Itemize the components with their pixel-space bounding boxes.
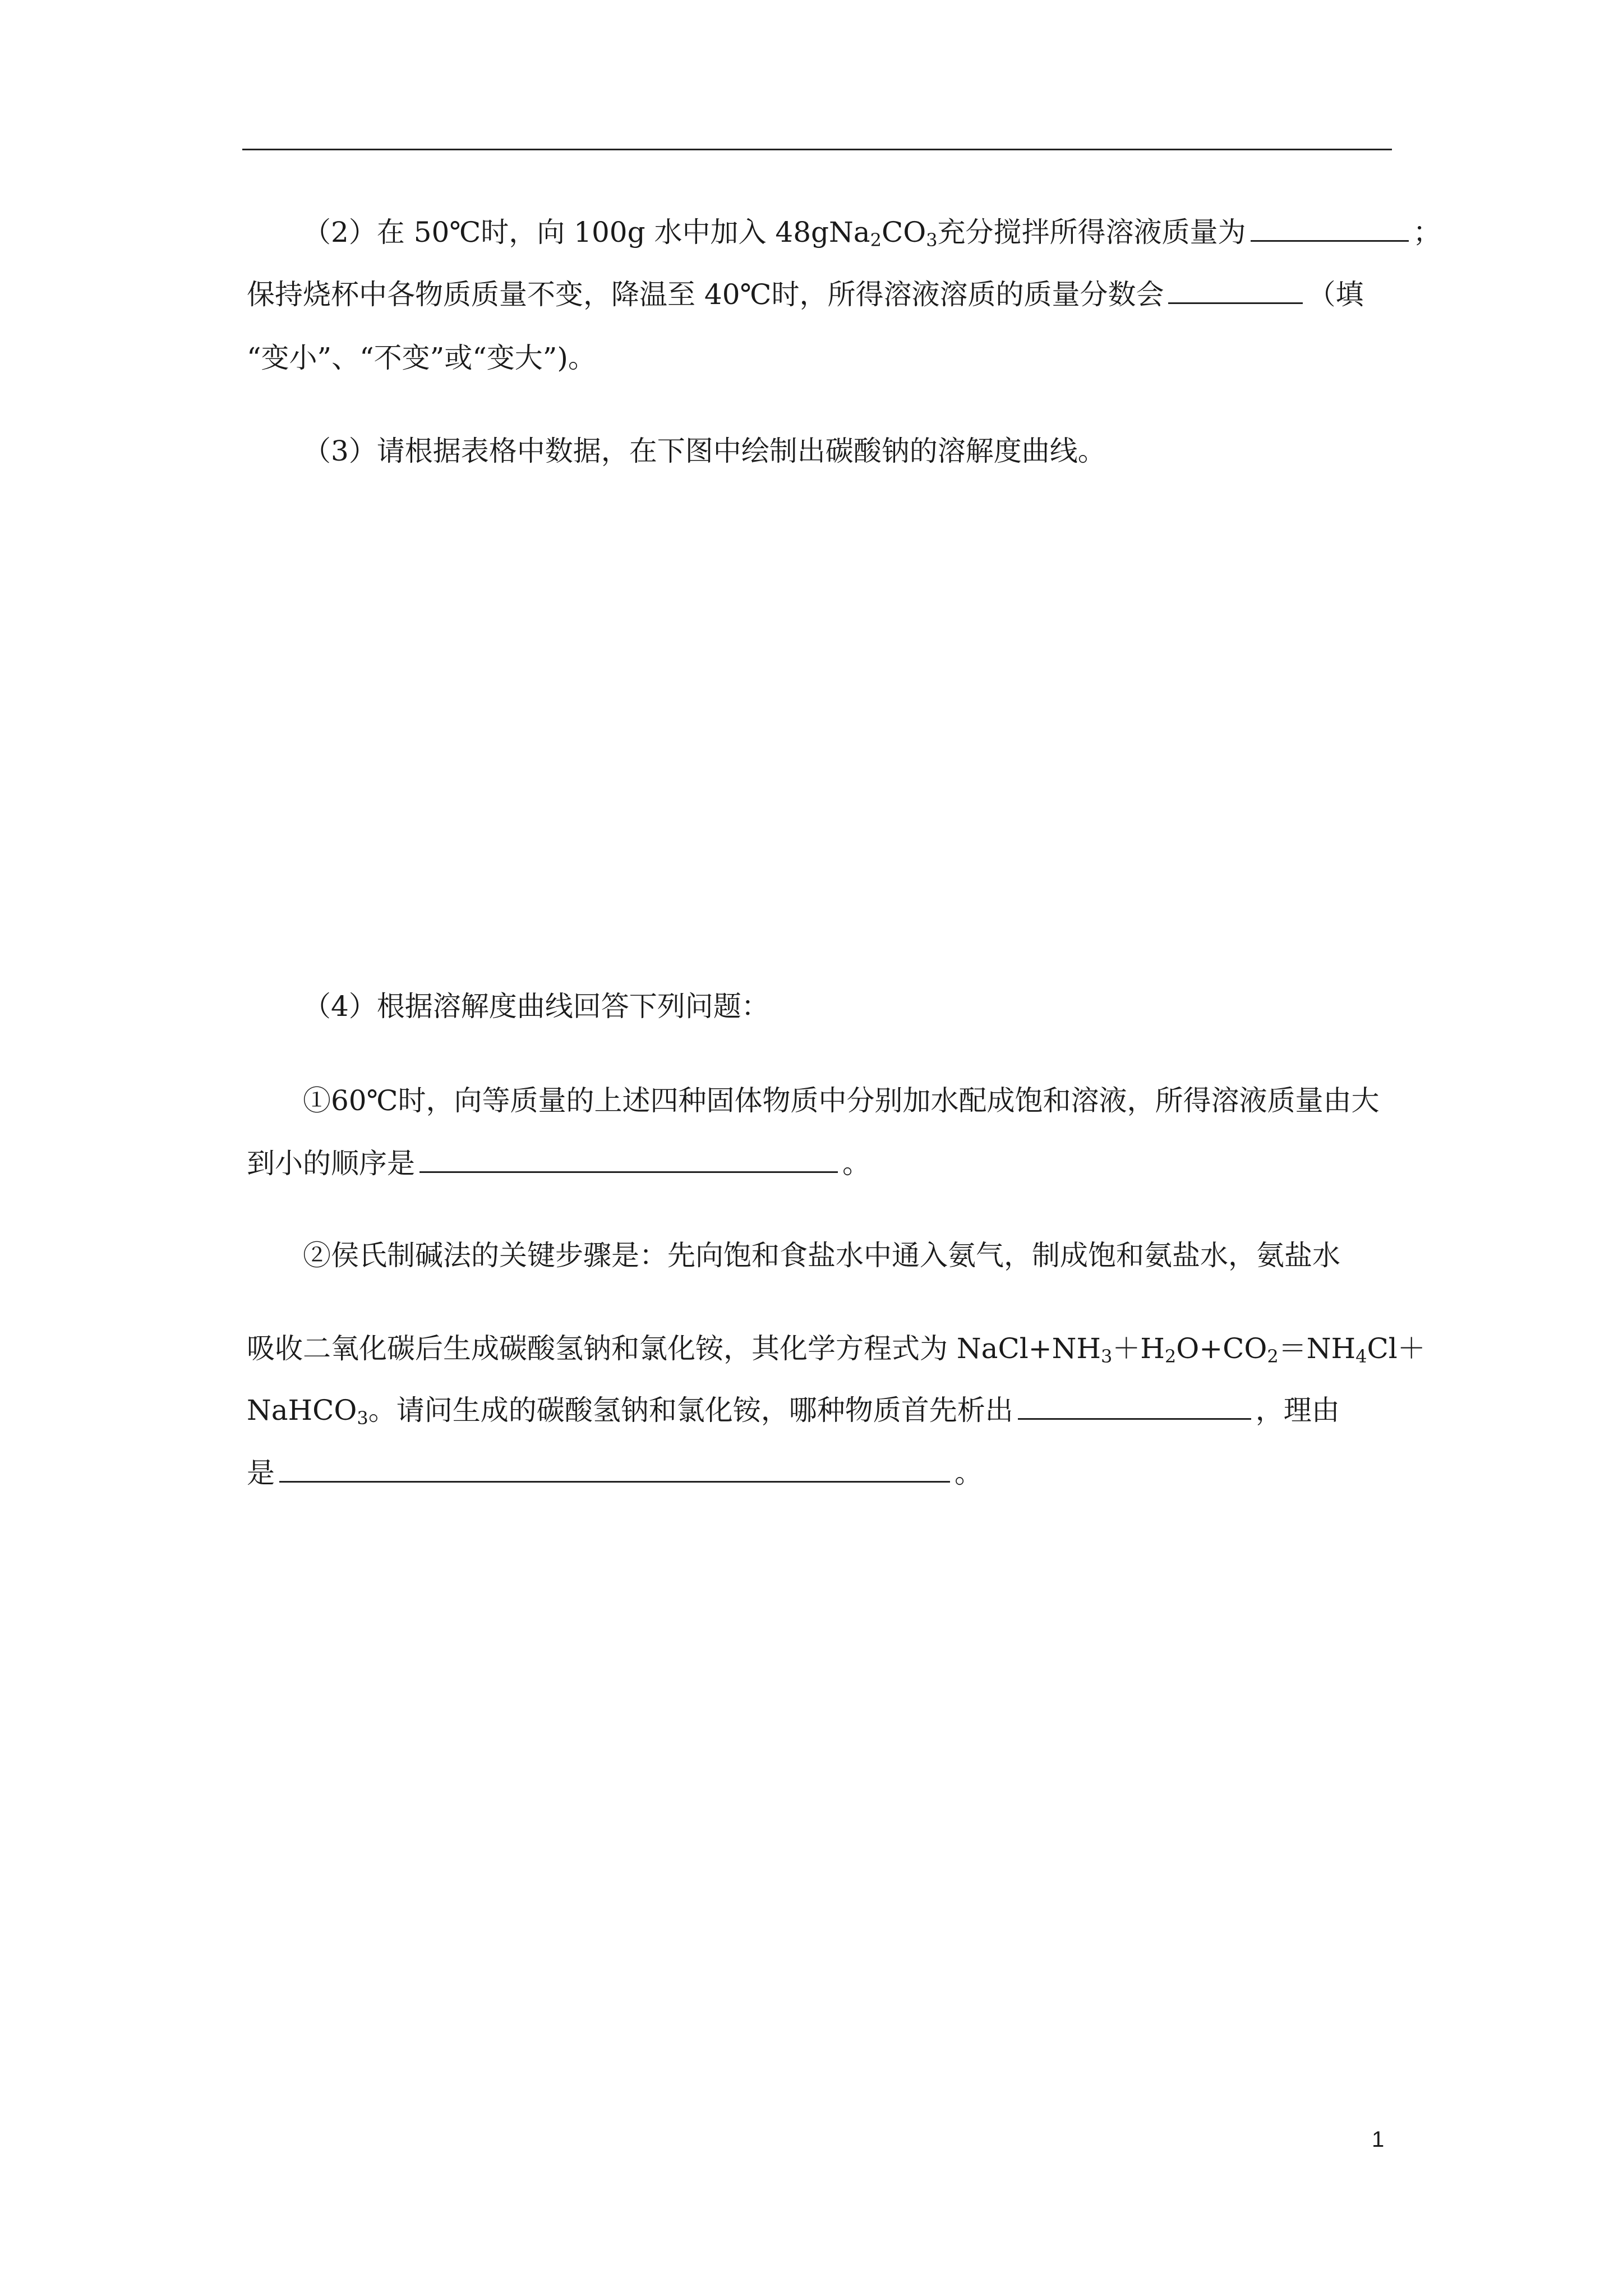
q4-part2-line-4: 是 。 <box>247 1457 983 1489</box>
q2-line-1: （2）在 50℃时，向 100g 水中加入 $48gNa_2CO_3$充分搅拌所得溶液质量为 ； <box>303 216 1441 251</box>
q2-answer-blank-1[interactable] <box>1251 217 1409 242</box>
q4-precipitate-answer-blank[interactable] <box>1018 1395 1251 1420</box>
page-number: 1 <box>1372 2127 1385 2152</box>
q4-intro: （4）根据溶解度曲线回答下列问题： <box>303 990 769 1023</box>
q2-line-3: “变小”、“不变”或“变大”)。 <box>247 342 596 374</box>
q3-text: （3）请根据表格中数据，在下图中绘制出碳酸钠的溶解度曲线。 <box>303 435 1106 467</box>
q4-part2-line-2: 吸收二氧化碳后生成碳酸氢钠和氯化铵，其化学方程式为 $NaCl+NH_3+H_2O+CO_2=NH_4Cl+$ <box>247 1332 1426 1367</box>
q4-part2-line-1: ②侯氏制碱法的关键步骤是：先向饱和食盐水中通入氨气，制成饱和氨盐水，氨盐水 <box>303 1239 1340 1272</box>
q4-part2-line-3: NaHCO$_3$。请问生成的碳酸氢钠和氯化铵，哪种物质首先析出 ，理由 <box>247 1394 1340 1429</box>
q2-answer-blank-2[interactable] <box>1168 279 1303 304</box>
header-rule <box>242 149 1392 150</box>
q2-line-2: 保持烧杯中各物质质量不变，降温至 40℃时，所得溶液溶质的质量分数会 （填 <box>247 278 1364 311</box>
q4-part1-line-1: ①60℃时，向等质量的上述四种固体物质中分别加水配成饱和溶液，所得溶液质量由大 <box>303 1084 1380 1117</box>
q4-order-answer-blank[interactable] <box>419 1148 838 1173</box>
drawing-area[interactable] <box>247 505 1391 942</box>
q4-reason-answer-blank[interactable] <box>279 1457 950 1483</box>
q4-part1-line-2: 到小的顺序是 。 <box>247 1147 870 1180</box>
